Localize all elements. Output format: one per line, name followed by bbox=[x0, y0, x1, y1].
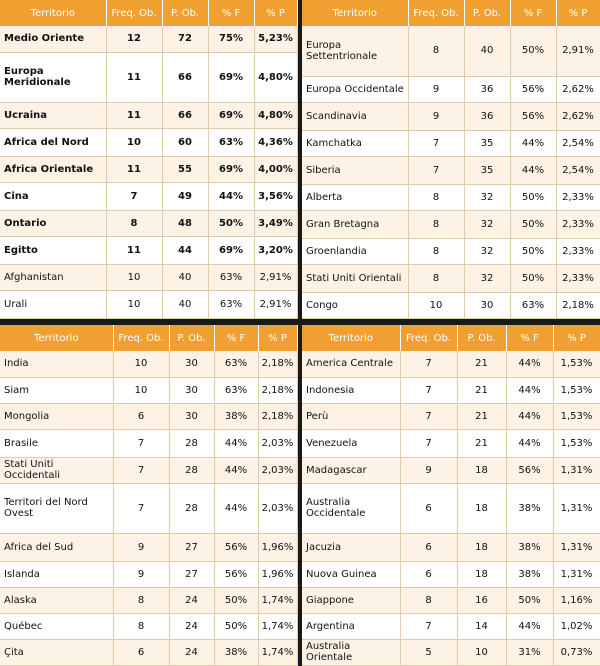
pct-f-cell: 69% bbox=[208, 236, 254, 264]
header-pct-f: % F bbox=[506, 325, 553, 351]
table-row bbox=[0, 561, 297, 587]
pct-f-cell: 31% bbox=[506, 639, 553, 665]
pct-p-cell: 2,33% bbox=[556, 264, 600, 292]
table-row bbox=[0, 351, 297, 377]
freq-ob-cell: 9 bbox=[113, 533, 169, 561]
header-territorio: Territorio bbox=[0, 0, 106, 26]
header-pct-p: % P bbox=[254, 0, 297, 26]
p-ob-cell: 60 bbox=[162, 128, 208, 156]
freq-ob-cell: 7 bbox=[400, 429, 457, 457]
pct-f-cell: 50% bbox=[506, 587, 553, 613]
territory-cell: Islanda bbox=[0, 561, 113, 587]
p-ob-cell: 32 bbox=[464, 238, 510, 264]
freq-ob-cell: 6 bbox=[400, 483, 457, 533]
territory-cell: Stati Uniti Orientali bbox=[302, 264, 408, 292]
pct-p-cell: 1,31% bbox=[553, 457, 600, 483]
stats-table-1 bbox=[0, 0, 298, 319]
freq-ob-cell: 7 bbox=[113, 429, 169, 457]
p-ob-cell: 30 bbox=[464, 292, 510, 318]
pct-f-cell: 44% bbox=[506, 613, 553, 639]
pct-p-cell: 1,02% bbox=[553, 613, 600, 639]
freq-ob-cell: 9 bbox=[408, 102, 464, 130]
p-ob-cell: 27 bbox=[169, 533, 214, 561]
freq-ob-cell: 8 bbox=[408, 264, 464, 292]
freq-ob-cell: 6 bbox=[113, 639, 169, 665]
table-row bbox=[302, 156, 600, 184]
pct-p-cell: 4,00% bbox=[254, 156, 297, 182]
header-p-ob: P. Ob. bbox=[457, 325, 506, 351]
p-ob-cell: 48 bbox=[162, 210, 208, 236]
pct-f-cell: 63% bbox=[208, 128, 254, 156]
table-row bbox=[0, 264, 297, 290]
territory-cell: Siberia bbox=[302, 156, 408, 184]
table-row bbox=[302, 561, 600, 587]
pct-f-cell: 69% bbox=[208, 156, 254, 182]
territory-cell: Argentina bbox=[302, 613, 400, 639]
territory-cell: Australia Occidentale bbox=[302, 483, 400, 533]
table-row bbox=[302, 351, 600, 377]
header-territorio: Territorio bbox=[0, 325, 113, 351]
table-row bbox=[302, 184, 600, 210]
pct-f-cell: 44% bbox=[510, 130, 556, 156]
pct-p-cell: 2,18% bbox=[258, 351, 297, 377]
table-row bbox=[302, 210, 600, 238]
p-ob-cell: 66 bbox=[162, 52, 208, 102]
freq-ob-cell: 10 bbox=[408, 292, 464, 318]
freq-ob-cell: 11 bbox=[106, 102, 162, 128]
territory-cell: Australia Orientale bbox=[302, 639, 400, 665]
pct-p-cell: 2,33% bbox=[556, 238, 600, 264]
territory-cell: Cina bbox=[0, 182, 106, 210]
freq-ob-cell: 7 bbox=[400, 351, 457, 377]
header-territorio: Territorio bbox=[302, 0, 408, 26]
p-ob-cell: 24 bbox=[169, 613, 214, 639]
p-ob-cell: 28 bbox=[169, 483, 214, 533]
territory-cell: Stati Uniti Occidentali bbox=[0, 457, 113, 483]
territory-cell: Europa Settentrionale bbox=[302, 26, 408, 76]
territory-cell: Africa del Sud bbox=[0, 533, 113, 561]
p-ob-cell: 18 bbox=[457, 457, 506, 483]
pct-p-cell: 2,62% bbox=[556, 102, 600, 130]
pct-p-cell: 1,74% bbox=[258, 613, 297, 639]
territory-cell: America Centrale bbox=[302, 351, 400, 377]
pct-p-cell: 2,03% bbox=[258, 483, 297, 533]
pct-f-cell: 44% bbox=[506, 377, 553, 403]
territory-cell: Groenlandia bbox=[302, 238, 408, 264]
pct-f-cell: 50% bbox=[510, 210, 556, 238]
p-ob-cell: 30 bbox=[169, 377, 214, 403]
pct-f-cell: 44% bbox=[214, 483, 258, 533]
table-row bbox=[0, 128, 297, 156]
pct-p-cell: 2,62% bbox=[556, 76, 600, 102]
p-ob-cell: 66 bbox=[162, 102, 208, 128]
territory-cell: Venezuela bbox=[302, 429, 400, 457]
table-row bbox=[302, 587, 600, 613]
table-row bbox=[0, 52, 297, 102]
p-ob-cell: 44 bbox=[162, 236, 208, 264]
pct-f-cell: 50% bbox=[510, 26, 556, 76]
freq-ob-cell: 7 bbox=[113, 457, 169, 483]
p-ob-cell: 32 bbox=[464, 210, 510, 238]
freq-ob-cell: 6 bbox=[113, 403, 169, 429]
p-ob-cell: 30 bbox=[169, 351, 214, 377]
pct-p-cell: 3,49% bbox=[254, 210, 297, 236]
table-row bbox=[302, 238, 600, 264]
p-ob-cell: 30 bbox=[169, 403, 214, 429]
table-row bbox=[0, 613, 297, 639]
freq-ob-cell: 7 bbox=[400, 613, 457, 639]
header-freq-ob: Freq. Ob. bbox=[106, 0, 162, 26]
pct-p-cell: 1,53% bbox=[553, 429, 600, 457]
pct-f-cell: 44% bbox=[208, 182, 254, 210]
stats-table-2 bbox=[302, 0, 600, 319]
freq-ob-cell: 8 bbox=[408, 210, 464, 238]
table-row bbox=[302, 76, 600, 102]
freq-ob-cell: 8 bbox=[408, 238, 464, 264]
p-ob-cell: 35 bbox=[464, 156, 510, 184]
pct-f-cell: 63% bbox=[208, 264, 254, 290]
pct-p-cell: 5,23% bbox=[254, 26, 297, 52]
p-ob-cell: 36 bbox=[464, 76, 510, 102]
p-ob-cell: 16 bbox=[457, 587, 506, 613]
territory-cell: Indonesia bbox=[302, 377, 400, 403]
p-ob-cell: 32 bbox=[464, 184, 510, 210]
territory-cell: Giappone bbox=[302, 587, 400, 613]
pct-f-cell: 44% bbox=[506, 429, 553, 457]
pct-f-cell: 50% bbox=[510, 184, 556, 210]
pct-f-cell: 50% bbox=[214, 587, 258, 613]
territory-cell: Europa Occidentale bbox=[302, 76, 408, 102]
pct-p-cell: 2,54% bbox=[556, 156, 600, 184]
table-row bbox=[0, 483, 297, 533]
pct-p-cell: 2,18% bbox=[556, 292, 600, 318]
header-p-ob: P. Ob. bbox=[162, 0, 208, 26]
pct-p-cell: 1,74% bbox=[258, 587, 297, 613]
freq-ob-cell: 10 bbox=[113, 351, 169, 377]
pct-f-cell: 63% bbox=[510, 292, 556, 318]
header-pct-p: % P bbox=[553, 325, 600, 351]
table-row bbox=[302, 26, 600, 76]
pct-p-cell: 1,96% bbox=[258, 533, 297, 561]
header-territorio: Territorio bbox=[302, 325, 400, 351]
freq-ob-cell: 9 bbox=[400, 457, 457, 483]
freq-ob-cell: 5 bbox=[400, 639, 457, 665]
freq-ob-cell: 7 bbox=[106, 182, 162, 210]
p-ob-cell: 10 bbox=[457, 639, 506, 665]
pct-p-cell: 1,53% bbox=[553, 403, 600, 429]
freq-ob-cell: 7 bbox=[400, 377, 457, 403]
territory-cell: Urali bbox=[0, 290, 106, 318]
territory-cell: Gran Bretagna bbox=[302, 210, 408, 238]
pct-f-cell: 44% bbox=[506, 403, 553, 429]
freq-ob-cell: 9 bbox=[408, 76, 464, 102]
table-row bbox=[302, 102, 600, 130]
table-row bbox=[0, 26, 297, 52]
header-p-ob: P. Ob. bbox=[464, 0, 510, 26]
freq-ob-cell: 6 bbox=[400, 561, 457, 587]
p-ob-cell: 32 bbox=[464, 264, 510, 292]
pct-p-cell: 3,20% bbox=[254, 236, 297, 264]
p-ob-cell: 14 bbox=[457, 613, 506, 639]
table-row bbox=[0, 377, 297, 403]
pct-p-cell: 4,36% bbox=[254, 128, 297, 156]
header-p-ob: P. Ob. bbox=[169, 325, 214, 351]
pct-f-cell: 50% bbox=[214, 613, 258, 639]
pct-p-cell: 2,91% bbox=[254, 264, 297, 290]
p-ob-cell: 36 bbox=[464, 102, 510, 130]
freq-ob-cell: 10 bbox=[113, 377, 169, 403]
pct-f-cell: 69% bbox=[208, 102, 254, 128]
pct-f-cell: 50% bbox=[510, 238, 556, 264]
territory-cell: Alaska bbox=[0, 587, 113, 613]
pct-f-cell: 75% bbox=[208, 26, 254, 52]
p-ob-cell: 18 bbox=[457, 483, 506, 533]
freq-ob-cell: 8 bbox=[408, 184, 464, 210]
header-row bbox=[302, 325, 600, 351]
pct-f-cell: 44% bbox=[510, 156, 556, 184]
table-row bbox=[302, 429, 600, 457]
table-row bbox=[0, 182, 297, 210]
freq-ob-cell: 11 bbox=[106, 236, 162, 264]
p-ob-cell: 18 bbox=[457, 533, 506, 561]
header-pct-p: % P bbox=[258, 325, 297, 351]
pct-f-cell: 69% bbox=[208, 52, 254, 102]
table-row bbox=[302, 613, 600, 639]
freq-ob-cell: 8 bbox=[400, 587, 457, 613]
pct-p-cell: 2,33% bbox=[556, 184, 600, 210]
header-pct-f: % F bbox=[510, 0, 556, 26]
table-row bbox=[302, 483, 600, 533]
freq-ob-cell: 10 bbox=[106, 264, 162, 290]
territory-cell: Europa Meridionale bbox=[0, 52, 106, 102]
pct-f-cell: 56% bbox=[510, 102, 556, 130]
pct-f-cell: 38% bbox=[506, 533, 553, 561]
table-row bbox=[0, 457, 297, 483]
territory-cell: Congo bbox=[302, 292, 408, 318]
pct-p-cell: 1,53% bbox=[553, 351, 600, 377]
pct-f-cell: 38% bbox=[214, 403, 258, 429]
p-ob-cell: 21 bbox=[457, 351, 506, 377]
p-ob-cell: 72 bbox=[162, 26, 208, 52]
freq-ob-cell: 7 bbox=[400, 403, 457, 429]
table-row bbox=[0, 156, 297, 182]
pct-f-cell: 63% bbox=[208, 290, 254, 318]
pct-p-cell: 2,18% bbox=[258, 377, 297, 403]
p-ob-cell: 40 bbox=[162, 290, 208, 318]
pct-p-cell: 1,53% bbox=[553, 377, 600, 403]
pct-p-cell: 2,91% bbox=[556, 26, 600, 76]
pct-p-cell: 2,33% bbox=[556, 210, 600, 238]
p-ob-cell: 21 bbox=[457, 377, 506, 403]
table-row bbox=[302, 264, 600, 292]
header-freq-ob: Freq. Ob. bbox=[113, 325, 169, 351]
territory-cell: Egitto bbox=[0, 236, 106, 264]
freq-ob-cell: 8 bbox=[113, 587, 169, 613]
table-row bbox=[302, 533, 600, 561]
territory-cell: Africa Orientale bbox=[0, 156, 106, 182]
pct-f-cell: 56% bbox=[214, 533, 258, 561]
header-freq-ob: Freq. Ob. bbox=[408, 0, 464, 26]
table-row bbox=[302, 292, 600, 318]
freq-ob-cell: 11 bbox=[106, 52, 162, 102]
pct-f-cell: 63% bbox=[214, 351, 258, 377]
header-pct-f: % F bbox=[208, 0, 254, 26]
table-row bbox=[0, 290, 297, 318]
territory-cell: Alberta bbox=[302, 184, 408, 210]
table-row bbox=[0, 210, 297, 236]
pct-p-cell: 1,96% bbox=[258, 561, 297, 587]
pct-p-cell: 2,54% bbox=[556, 130, 600, 156]
pct-p-cell: 1,31% bbox=[553, 483, 600, 533]
p-ob-cell: 40 bbox=[162, 264, 208, 290]
territory-cell: Africa del Nord bbox=[0, 128, 106, 156]
p-ob-cell: 18 bbox=[457, 561, 506, 587]
p-ob-cell: 21 bbox=[457, 403, 506, 429]
table-row bbox=[302, 639, 600, 665]
pct-p-cell: 2,03% bbox=[258, 457, 297, 483]
pct-p-cell: 0,73% bbox=[553, 639, 600, 665]
freq-ob-cell: 7 bbox=[113, 483, 169, 533]
table-row bbox=[302, 403, 600, 429]
pct-p-cell: 1,31% bbox=[553, 533, 600, 561]
freq-ob-cell: 6 bbox=[400, 533, 457, 561]
territory-cell: Perù bbox=[302, 403, 400, 429]
p-ob-cell: 35 bbox=[464, 130, 510, 156]
p-ob-cell: 28 bbox=[169, 457, 214, 483]
territory-cell: Territori del Nord Ovest bbox=[0, 483, 113, 533]
header-row bbox=[0, 0, 297, 26]
pct-p-cell: 2,03% bbox=[258, 429, 297, 457]
pct-p-cell: 4,80% bbox=[254, 102, 297, 128]
pct-p-cell: 1,74% bbox=[258, 639, 297, 665]
table-row bbox=[0, 102, 297, 128]
territory-cell: India bbox=[0, 351, 113, 377]
stats-table-3 bbox=[0, 325, 298, 666]
pct-f-cell: 38% bbox=[506, 483, 553, 533]
table-row bbox=[302, 130, 600, 156]
territory-cell: Nuova Guinea bbox=[302, 561, 400, 587]
territory-cell: Kamchatka bbox=[302, 130, 408, 156]
pct-f-cell: 50% bbox=[208, 210, 254, 236]
pct-f-cell: 38% bbox=[214, 639, 258, 665]
table-row bbox=[0, 587, 297, 613]
territory-cell: Mongolia bbox=[0, 403, 113, 429]
pct-p-cell: 1,16% bbox=[553, 587, 600, 613]
territory-cell: Ontario bbox=[0, 210, 106, 236]
pct-f-cell: 56% bbox=[214, 561, 258, 587]
pct-f-cell: 56% bbox=[510, 76, 556, 102]
pct-p-cell: 4,80% bbox=[254, 52, 297, 102]
pct-f-cell: 44% bbox=[214, 429, 258, 457]
territory-cell: Brasile bbox=[0, 429, 113, 457]
p-ob-cell: 24 bbox=[169, 639, 214, 665]
header-pct-f: % F bbox=[214, 325, 258, 351]
header-row bbox=[0, 325, 297, 351]
header-pct-p: % P bbox=[556, 0, 600, 26]
stats-table-4 bbox=[302, 325, 600, 666]
territory-cell: Medio Oriente bbox=[0, 26, 106, 52]
territory-cell: Québec bbox=[0, 613, 113, 639]
p-ob-cell: 55 bbox=[162, 156, 208, 182]
p-ob-cell: 24 bbox=[169, 587, 214, 613]
p-ob-cell: 21 bbox=[457, 429, 506, 457]
freq-ob-cell: 8 bbox=[113, 613, 169, 639]
territory-cell: Jacuzia bbox=[302, 533, 400, 561]
p-ob-cell: 49 bbox=[162, 182, 208, 210]
territory-cell: Scandinavia bbox=[302, 102, 408, 130]
freq-ob-cell: 10 bbox=[106, 290, 162, 318]
table-row bbox=[0, 533, 297, 561]
pct-p-cell: 2,91% bbox=[254, 290, 297, 318]
pct-f-cell: 44% bbox=[506, 351, 553, 377]
table-row bbox=[302, 377, 600, 403]
pct-f-cell: 63% bbox=[214, 377, 258, 403]
freq-ob-cell: 10 bbox=[106, 128, 162, 156]
freq-ob-cell: 7 bbox=[408, 130, 464, 156]
p-ob-cell: 28 bbox=[169, 429, 214, 457]
table-row bbox=[0, 429, 297, 457]
p-ob-cell: 40 bbox=[464, 26, 510, 76]
table-row bbox=[0, 403, 297, 429]
table-row bbox=[302, 457, 600, 483]
freq-ob-cell: 12 bbox=[106, 26, 162, 52]
table-row bbox=[0, 639, 297, 665]
header-freq-ob: Freq. Ob. bbox=[400, 325, 457, 351]
p-ob-cell: 27 bbox=[169, 561, 214, 587]
pct-p-cell: 1,31% bbox=[553, 561, 600, 587]
territory-cell: Ucraina bbox=[0, 102, 106, 128]
territory-cell: Siam bbox=[0, 377, 113, 403]
pct-f-cell: 56% bbox=[506, 457, 553, 483]
freq-ob-cell: 8 bbox=[106, 210, 162, 236]
freq-ob-cell: 9 bbox=[113, 561, 169, 587]
pct-f-cell: 38% bbox=[506, 561, 553, 587]
pct-f-cell: 50% bbox=[510, 264, 556, 292]
header-row bbox=[302, 0, 600, 26]
territory-cell: Çita bbox=[0, 639, 113, 665]
freq-ob-cell: 7 bbox=[408, 156, 464, 184]
pct-p-cell: 3,56% bbox=[254, 182, 297, 210]
pct-f-cell: 44% bbox=[214, 457, 258, 483]
territory-cell: Afghanistan bbox=[0, 264, 106, 290]
pct-p-cell: 2,18% bbox=[258, 403, 297, 429]
freq-ob-cell: 8 bbox=[408, 26, 464, 76]
freq-ob-cell: 11 bbox=[106, 156, 162, 182]
table-row bbox=[0, 236, 297, 264]
territory-cell: Madagascar bbox=[302, 457, 400, 483]
